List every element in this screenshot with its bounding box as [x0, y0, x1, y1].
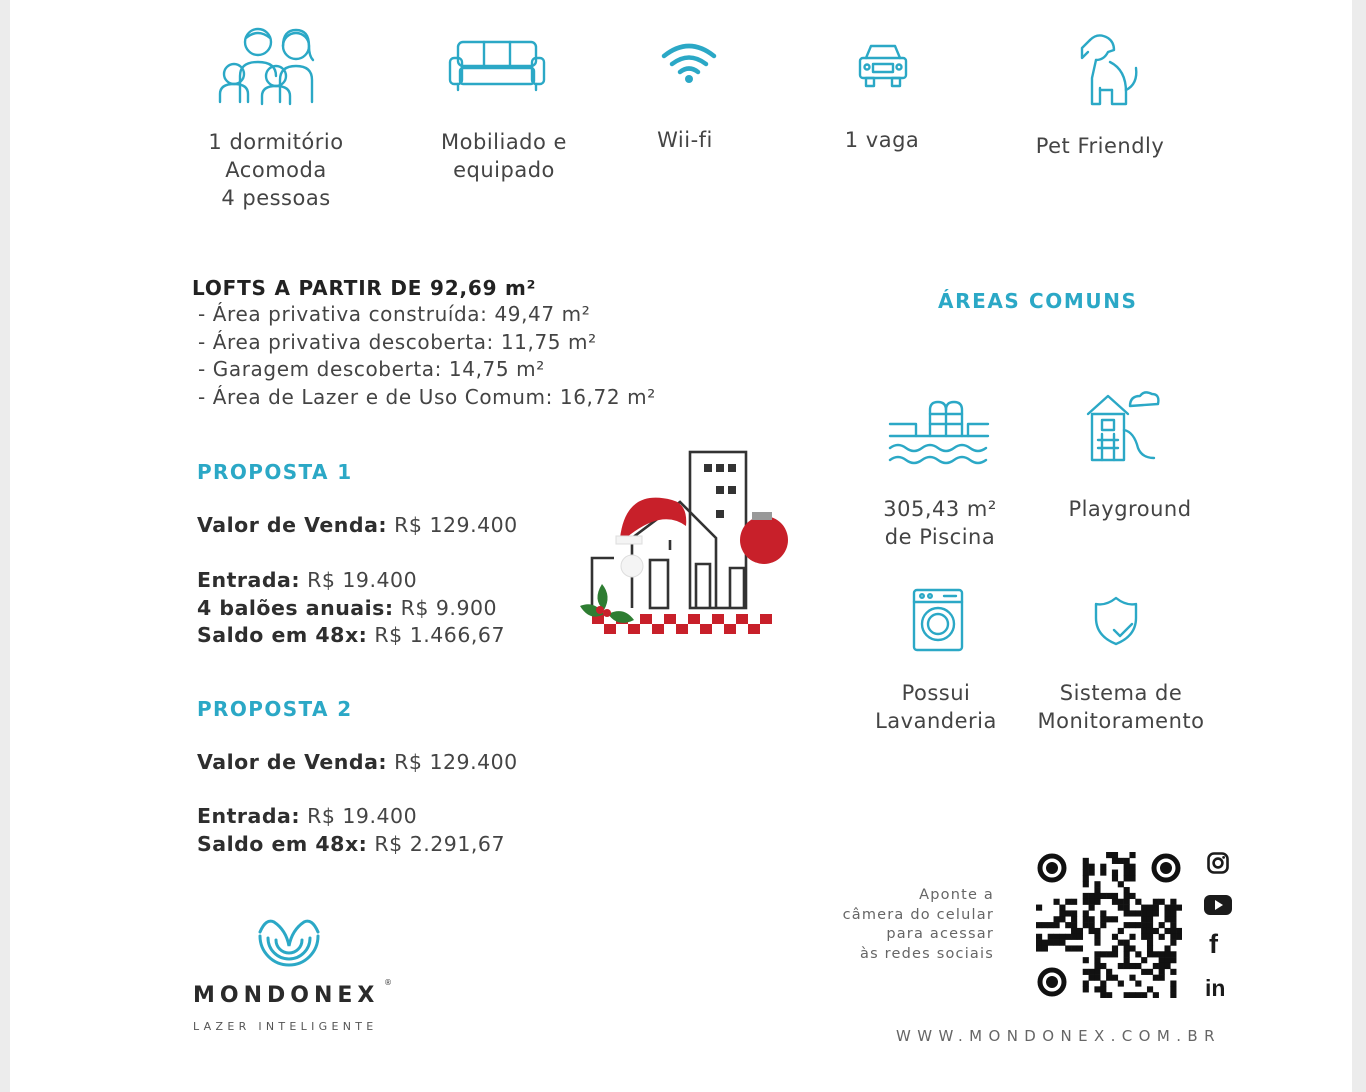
- qr-code[interactable]: [1036, 852, 1182, 998]
- qr-instructions: [790, 886, 994, 964]
- saldo-line: [197, 622, 505, 650]
- venda-label: Valor de Venda:: [197, 750, 388, 774]
- qr-module: [1170, 957, 1176, 963]
- qr-module: [1112, 893, 1118, 899]
- qr-module: [1054, 899, 1060, 905]
- qr-module: [1094, 893, 1100, 899]
- qr-module: [1100, 922, 1106, 928]
- feature-label-line: 4 pessoas: [221, 186, 331, 210]
- qr-module: [1036, 940, 1042, 946]
- qr-module: [1083, 957, 1089, 963]
- qr-module: [1036, 934, 1042, 940]
- qr-module: [1135, 951, 1141, 957]
- qr-module: [1170, 940, 1176, 946]
- feature-wifi: [605, 126, 765, 154]
- qr-module: [1083, 986, 1089, 992]
- qr-module: [1083, 875, 1089, 881]
- qr-module: [1170, 905, 1176, 911]
- qr-module: [1164, 945, 1170, 951]
- qr-module: [1170, 928, 1176, 934]
- entrada-label: Entrada:: [197, 568, 301, 592]
- qr-module: [1118, 980, 1124, 986]
- qr-module: [1112, 945, 1118, 951]
- saldo-line: [197, 831, 505, 859]
- spec-item: - Área privativa descoberta: 11,75 m²: [198, 329, 597, 354]
- feature-label-line: 1 vaga: [844, 128, 920, 152]
- qr-module: [1147, 916, 1153, 922]
- qr-module: [1112, 916, 1118, 922]
- qr-module: [1089, 893, 1095, 899]
- qr-module: [1077, 928, 1083, 934]
- qr-module: [1170, 969, 1176, 975]
- qr-module: [1124, 899, 1130, 905]
- shield-icon: [1092, 594, 1140, 648]
- qr-module: [1170, 986, 1176, 992]
- qr-module: [1118, 940, 1124, 946]
- baloes-label: 4 balões anuais:: [197, 595, 394, 620]
- qr-module: [1083, 893, 1089, 899]
- qr-module: [1112, 975, 1118, 981]
- proposta-1-venda: [197, 512, 518, 540]
- qr-module: [1170, 992, 1176, 998]
- qr-module: [1153, 975, 1159, 981]
- feature-pet-friendly: [1000, 132, 1200, 160]
- qr-module: [1065, 899, 1071, 905]
- qr-module: [1089, 870, 1095, 876]
- proposta-2-payments: [197, 803, 505, 858]
- dog-icon: [1076, 30, 1140, 108]
- qr-module: [1065, 922, 1071, 928]
- brand-name: MONDONEX: [193, 983, 380, 1008]
- qr-module: [1083, 858, 1089, 864]
- saldo-value: R$ 1.466,67: [374, 623, 505, 647]
- qr-module: [1135, 992, 1141, 998]
- qr-module: [1141, 905, 1147, 911]
- qr-module: [1153, 928, 1159, 934]
- entrada-line: [197, 803, 505, 831]
- qr-module: [1124, 910, 1130, 916]
- qr-module: [1054, 934, 1060, 940]
- qr-module: [1059, 910, 1065, 916]
- qr-module: [1141, 957, 1147, 963]
- qr-module: [1059, 916, 1065, 922]
- qr-module: [1036, 922, 1042, 928]
- qr-module: [1176, 928, 1182, 934]
- qr-line: câmera do celular: [842, 906, 994, 923]
- proposta-2-venda: [197, 749, 518, 777]
- venda-value: R$ 129.400: [394, 513, 518, 537]
- qr-module: [1129, 893, 1135, 899]
- qr-module: [1170, 910, 1176, 916]
- qr-module: [1170, 899, 1176, 905]
- qr-module: [1089, 922, 1095, 928]
- qr-module: [1065, 945, 1071, 951]
- qr-module: [1112, 899, 1118, 905]
- qr-module: [1153, 905, 1159, 911]
- qr-module: [1147, 910, 1153, 916]
- qr-module: [1129, 963, 1135, 969]
- saldo-label: Saldo em 48x:: [197, 623, 368, 647]
- feature-label-line: Acomoda: [225, 158, 327, 182]
- qr-module: [1094, 887, 1100, 893]
- qr-module: [1100, 963, 1106, 969]
- qr-module: [1147, 928, 1153, 934]
- spec-item: - Área de Lazer e de Uso Comum: 16,72 m²: [198, 384, 656, 409]
- feature-bedrooms: [176, 128, 376, 212]
- qr-module: [1124, 922, 1130, 928]
- baloes-line: [197, 595, 505, 623]
- qr-module: [1048, 940, 1054, 946]
- instagram-icon[interactable]: [1206, 851, 1230, 875]
- qr-module: [1100, 910, 1106, 916]
- qr-module: [1100, 986, 1106, 992]
- qr-module: [1135, 922, 1141, 928]
- qr-module: [1059, 905, 1065, 911]
- playground-icon: [1084, 390, 1160, 464]
- area-label-line: Sistema de: [1059, 681, 1183, 705]
- qr-module: [1129, 975, 1135, 981]
- qr-module: [1036, 945, 1042, 951]
- qr-module: [1071, 899, 1077, 905]
- qr-module: [1141, 934, 1147, 940]
- qr-module: [1042, 940, 1048, 946]
- entrada-value: R$ 19.400: [307, 804, 418, 828]
- qr-module: [1100, 980, 1106, 986]
- qr-module: [1106, 893, 1112, 899]
- qr-module: [1083, 899, 1089, 905]
- qr-module: [1135, 910, 1141, 916]
- qr-module: [1048, 934, 1054, 940]
- qr-module: [1129, 992, 1135, 998]
- area-label-line: Possui: [901, 681, 971, 705]
- qr-line: Aponte a: [919, 887, 994, 903]
- qr-module: [1094, 969, 1100, 975]
- qr-module: [1112, 875, 1118, 881]
- saldo-value: R$ 2.291,67: [374, 831, 505, 856]
- qr-module: [1141, 992, 1147, 998]
- baloes-value: R$ 9.900: [400, 595, 498, 620]
- qr-module: [1094, 951, 1100, 957]
- qr-module: [1094, 881, 1100, 887]
- qr-module: [1094, 975, 1100, 981]
- qr-module: [1124, 893, 1130, 899]
- qr-module: [1124, 951, 1130, 957]
- qr-module: [1106, 975, 1112, 981]
- qr-line: às redes sociais: [860, 945, 994, 962]
- qr-module: [1170, 916, 1176, 922]
- feature-label-line: 1 dormitório: [208, 130, 344, 154]
- qr-module: [1094, 986, 1100, 992]
- saldo-label: Saldo em 48x:: [197, 831, 368, 856]
- qr-module: [1129, 852, 1135, 858]
- qr-module: [1129, 875, 1135, 881]
- qr-module: [1164, 928, 1170, 934]
- qr-module: [1147, 986, 1153, 992]
- venda-value: R$ 129.400: [394, 750, 518, 774]
- qr-module: [1106, 992, 1112, 998]
- qr-module: [1129, 910, 1135, 916]
- area-pool: [850, 495, 1030, 551]
- qr-module: [1083, 916, 1089, 922]
- proposta-1-title: PROPOSTA 1: [197, 460, 353, 484]
- qr-module: [1147, 969, 1153, 975]
- qr-module: [1153, 910, 1159, 916]
- qr-module: [1141, 910, 1147, 916]
- qr-module: [1135, 980, 1141, 986]
- registered-mark: ®: [384, 978, 392, 987]
- qr-module: [1176, 905, 1182, 911]
- qr-module: [1100, 916, 1106, 922]
- qr-module: [1089, 899, 1095, 905]
- qr-module: [1170, 922, 1176, 928]
- qr-module: [1118, 963, 1124, 969]
- qr-module: [1112, 870, 1118, 876]
- qr-module: [1036, 905, 1042, 911]
- qr-module: [1083, 864, 1089, 870]
- area-label-line: Playground: [1068, 497, 1192, 521]
- lofts-title: LOFTS A PARTIR DE 92,69 m²: [192, 276, 537, 300]
- website-link[interactable]: WWW.MONDONEX.COM.BR: [896, 1027, 1221, 1045]
- qr-module: [1159, 899, 1165, 905]
- qr-module: [1089, 969, 1095, 975]
- qr-module: [1124, 887, 1130, 893]
- qr-module: [1112, 858, 1118, 864]
- qr-module: [1094, 957, 1100, 963]
- qr-module: [1129, 864, 1135, 870]
- qr-module: [1141, 916, 1147, 922]
- qr-module: [1124, 992, 1130, 998]
- qr-module: [1124, 963, 1130, 969]
- qr-module: [1147, 934, 1153, 940]
- christmas-building-illustration: [576, 446, 792, 640]
- qr-module: [1071, 916, 1077, 922]
- qr-module: [1059, 940, 1065, 946]
- qr-module: [1164, 916, 1170, 922]
- qr-module: [1129, 922, 1135, 928]
- qr-module: [1100, 992, 1106, 998]
- qr-module: [1164, 957, 1170, 963]
- facebook-icon[interactable]: f: [1209, 929, 1218, 959]
- qr-module: [1083, 870, 1089, 876]
- qr-module: [1054, 922, 1060, 928]
- qr-module: [1153, 992, 1159, 998]
- feature-parking: [802, 126, 962, 154]
- qr-module: [1147, 905, 1153, 911]
- qr-module: [1153, 963, 1159, 969]
- qr-module: [1118, 881, 1124, 887]
- spec-item: - Área privativa construída: 49,47 m²: [198, 302, 591, 326]
- qr-module: [1124, 940, 1130, 946]
- qr-module: [1159, 963, 1165, 969]
- qr-module: [1124, 870, 1130, 876]
- areas-comuns-title: ÁREAS COMUNS: [938, 289, 1138, 313]
- qr-module: [1059, 934, 1065, 940]
- qr-module: [1164, 910, 1170, 916]
- qr-module: [1054, 916, 1060, 922]
- qr-module: [1159, 969, 1165, 975]
- linkedin-icon[interactable]: in: [1205, 975, 1226, 1001]
- entrada-label: Entrada:: [197, 804, 301, 828]
- qr-module: [1170, 980, 1176, 986]
- qr-module: [1118, 905, 1124, 911]
- qr-module: [1042, 922, 1048, 928]
- qr-module: [1048, 922, 1054, 928]
- qr-module: [1094, 940, 1100, 946]
- qr-module: [1071, 945, 1077, 951]
- qr-module: [1100, 870, 1106, 876]
- qr-module: [1071, 928, 1077, 934]
- qr-module: [1112, 951, 1118, 957]
- qr-module: [1135, 963, 1141, 969]
- qr-module: [1083, 881, 1089, 887]
- qr-module: [1159, 922, 1165, 928]
- qr-module: [1124, 875, 1130, 881]
- qr-module: [1094, 899, 1100, 905]
- qr-module: [1147, 951, 1153, 957]
- qr-module: [1153, 951, 1159, 957]
- mondonex-logo-icon: [254, 914, 324, 976]
- feature-label-line: Pet Friendly: [1035, 134, 1165, 158]
- qr-module: [1106, 852, 1112, 858]
- area-label-line: Lavanderia: [875, 709, 997, 733]
- qr-module: [1118, 858, 1124, 864]
- qr-module: [1077, 945, 1083, 951]
- qr-module: [1042, 945, 1048, 951]
- qr-module: [1124, 905, 1130, 911]
- feature-label-line: Wii-fi: [657, 128, 713, 152]
- qr-module: [1106, 916, 1112, 922]
- qr-module: [1159, 951, 1165, 957]
- qr-module: [1094, 934, 1100, 940]
- feature-label-line: equipado: [453, 158, 555, 182]
- qr-module: [1100, 893, 1106, 899]
- area-label-line: Monitoramento: [1037, 709, 1205, 733]
- qr-module: [1106, 969, 1112, 975]
- qr-module: [1083, 980, 1089, 986]
- qr-module: [1106, 951, 1112, 957]
- qr-module: [1164, 951, 1170, 957]
- spec-item: - Garagem descoberta: 14,75 m²: [198, 357, 545, 381]
- qr-module: [1065, 910, 1071, 916]
- area-laundry: [846, 679, 1026, 735]
- qr-module: [1129, 934, 1135, 940]
- car-icon: [856, 40, 910, 90]
- qr-line: para acessar: [886, 926, 994, 942]
- qr-module: [1071, 910, 1077, 916]
- qr-module: [1159, 957, 1165, 963]
- qr-module: [1094, 928, 1100, 934]
- qr-module: [1089, 975, 1095, 981]
- qr-module: [1094, 963, 1100, 969]
- qr-module: [1141, 928, 1147, 934]
- entrada-line: [197, 567, 505, 595]
- proposta-1-payments: [197, 567, 505, 650]
- feature-label-line: Mobiliado e: [441, 130, 567, 154]
- area-label-line: de Piscina: [884, 525, 996, 549]
- qr-module: [1071, 922, 1077, 928]
- qr-module: [1147, 922, 1153, 928]
- qr-module: [1112, 852, 1118, 858]
- qr-module: [1089, 864, 1095, 870]
- qr-module: [1141, 969, 1147, 975]
- youtube-icon[interactable]: [1203, 894, 1233, 916]
- proposta-2-title: PROPOSTA 2: [197, 697, 353, 721]
- qr-module: [1147, 945, 1153, 951]
- qr-module: [1083, 910, 1089, 916]
- qr-module: [1118, 928, 1124, 934]
- family-icon: [216, 24, 326, 108]
- qr-module: [1153, 899, 1159, 905]
- qr-module: [1089, 928, 1095, 934]
- sofa-icon: [446, 38, 548, 94]
- qr-module: [1170, 951, 1176, 957]
- area-playground: [1040, 495, 1220, 523]
- feature-furnished: [404, 128, 604, 184]
- qr-module: [1129, 945, 1135, 951]
- qr-module: [1164, 963, 1170, 969]
- qr-module: [1170, 934, 1176, 940]
- qr-module: [1054, 940, 1060, 946]
- qr-module: [1071, 934, 1077, 940]
- area-monitoring: [1016, 679, 1226, 735]
- spec-list: [198, 301, 656, 411]
- qr-module: [1118, 899, 1124, 905]
- qr-module: [1077, 934, 1083, 940]
- qr-module: [1129, 870, 1135, 876]
- qr-module: [1124, 858, 1130, 864]
- brand-tagline: LAZER INTELIGENTE: [193, 1020, 378, 1033]
- qr-module: [1112, 934, 1118, 940]
- qr-module: [1083, 969, 1089, 975]
- qr-module: [1124, 957, 1130, 963]
- qr-module: [1135, 899, 1141, 905]
- wifi-icon: [660, 42, 718, 84]
- area-label-line: 305,43 m²: [883, 497, 997, 521]
- qr-module: [1159, 975, 1165, 981]
- qr-module: [1100, 864, 1106, 870]
- qr-module: [1065, 934, 1071, 940]
- washing-machine-icon: [910, 586, 966, 654]
- qr-module: [1083, 922, 1089, 928]
- qr-module: [1124, 945, 1130, 951]
- qr-module: [1089, 916, 1095, 922]
- pool-icon: [886, 398, 992, 468]
- qr-module: [1089, 905, 1095, 911]
- qr-module: [1141, 922, 1147, 928]
- venda-label: Valor de Venda:: [197, 513, 388, 537]
- qr-module: [1147, 940, 1153, 946]
- qr-module: [1124, 864, 1130, 870]
- qr-module: [1176, 934, 1182, 940]
- qr-module: [1100, 951, 1106, 957]
- qr-module: [1159, 934, 1165, 940]
- qr-module: [1164, 905, 1170, 911]
- entrada-value: R$ 19.400: [307, 568, 418, 592]
